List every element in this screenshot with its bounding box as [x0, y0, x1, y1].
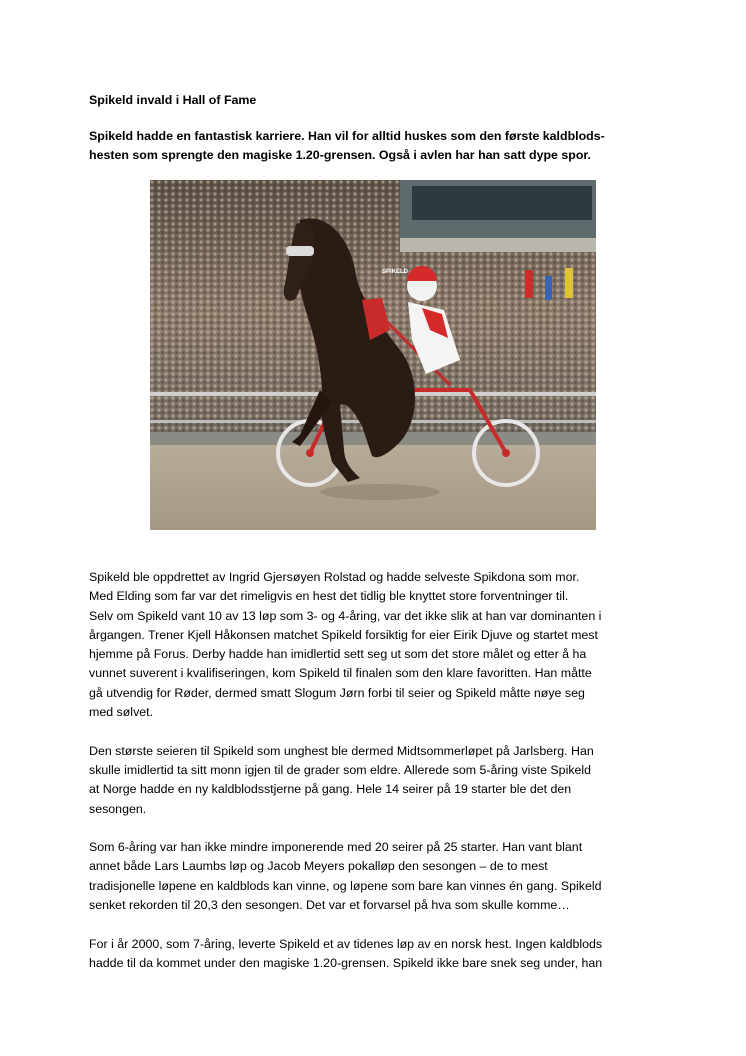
text-line: hadde til da kommet under den magiske 1.20-grensen. Spikeld ikke bare snek seg under, han	[89, 955, 603, 970]
lead-line: Spikeld hadde en fantastisk karriere. Han vil for alltid huskes som den første kaldblods-	[89, 129, 605, 143]
lead-line: hesten som sprengte den magiske 1.20-grensen. Også i avlen har han satt dype spor.	[89, 148, 591, 162]
text-line: annet både Lars Laumbs løp og Jacob Meyers pokalløp den sesongen – de to mest	[89, 859, 548, 874]
text-line: årgangen. Trener Kjell Håkonsen matchet Spikeld forsiktig for eier Eirik Djuve og startet mest	[89, 627, 598, 642]
text-line: hjemme på Forus. Derby hadde han imidlertid sett seg ut som det store målet og etter å ha	[89, 647, 587, 662]
text-line: sesongen.	[89, 801, 147, 816]
article-title: Spikeld invald i Hall of Fame	[89, 93, 257, 107]
text-line: Selv om Spikeld vant 10 av 13 løp som 3- og 4-åring, var det ikke slik at han var dominanten i	[89, 608, 602, 623]
text-line: skulle imidlertid ta sitt monn igjen til de grader som eldre. Allerede som 5-åring viste Spikeld	[89, 762, 592, 777]
text-line: Med Elding som far var det rimeligvis en hest det tidlig ble knyttet store forventninger til.	[89, 589, 569, 604]
text-line: Den største seieren til Spikeld som unghest ble dermed Midtsommerløpet på Jarlsberg. Han	[89, 743, 594, 758]
text-line: tradisjonelle løpene en kaldblods kan vinne, og løpene som bare kan vinnes én gang. Spikeld	[89, 878, 602, 893]
sulky-banner: SPIKELD	[382, 269, 409, 275]
text-line: Som 6-åring var han ikke mindre imponerende med 20 seirer på 25 starter. Han vant blant	[89, 840, 583, 855]
paragraph-1	[89, 568, 679, 722]
article-body	[89, 568, 679, 993]
paragraph-4	[89, 935, 679, 974]
paragraph-2	[89, 742, 679, 819]
article-photo	[150, 180, 596, 530]
text-line: med sølvet.	[89, 705, 154, 720]
harness-racing-photo	[150, 180, 596, 530]
text-line: senket rekorden til 20,3 den sesongen. Det var et forvarsel på hva som skulle komme…	[89, 898, 570, 913]
text-line: vunnet suverent i kvalifiseringen, kom Spikeld til finalen som den klare favoritten. Han måtte	[89, 666, 592, 681]
paragraph-3	[89, 838, 679, 915]
text-line: Spikeld ble oppdrettet av Ingrid Gjersøyen Rolstad og hadde selveste Spikdona som mor.	[89, 570, 580, 584]
text-line: at Norge hadde en ny kaldblodsstjerne på gang. Hele 14 seirer på 19 starter ble det den	[89, 782, 572, 797]
article-lead	[89, 127, 669, 165]
text-line: For i år 2000, som 7-åring, leverte Spikeld et av tidenes løp av en norsk hest. Ingen kaldblods	[89, 936, 603, 951]
text-line: gå utvendig for Røder, dermed smatt Slogum Jørn forbi til seier og Spikeld måtte nøye seg	[89, 685, 585, 700]
